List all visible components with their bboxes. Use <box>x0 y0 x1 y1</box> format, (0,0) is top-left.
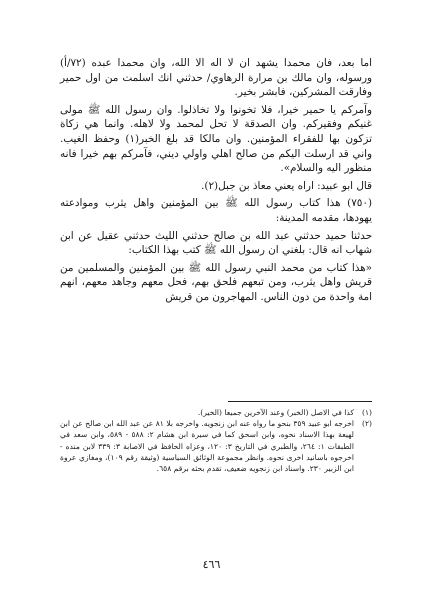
paragraph-abu-ubaid-comment: قال ابو عبيد: اراه يعني معاذ بن جبل(٢). <box>201 179 372 192</box>
footnote-text: كذا في الاصل (الخبر) وعند الآخرين جميعا (الخير). <box>197 408 354 417</box>
footnotes <box>60 407 372 474</box>
footnote <box>60 407 372 418</box>
page-number: ٤٦٦ <box>202 558 221 571</box>
paragraph-section-heading: (٧٥٠) هذا كتاب رسول الله ﷺ بين المؤمنين واهل يثرب وموادعته يهودها، مقدمه المدينة: <box>60 197 372 224</box>
paragraph-letter-opening: اما بعد، فان محمدا يشهد ان لا اله الا الله، وان محمدا عبده (٧٢/أ) ورسوله، وان مالك بن مرارة الرهاوي/ حدثني انك اسلمت من اول حمير وفارقت المشركين، فابشر بخير. <box>60 57 372 99</box>
paragraph-isnad: حدثنا حميد حدثني عبد الله بن صالح حدثني الليث حدثني عقيل عن ابن شهاب انه قال: بلغني ان رسول الله ﷺ كتب بهذا الكتاب: <box>60 229 372 257</box>
footnote <box>60 418 372 474</box>
footnote-number: (٢) <box>361 419 372 429</box>
paragraph-document-text: «هذا كتاب من محمد النبي رسول الله ﷺ بين المؤمنين والمسلمين من قريش واهل يثرب، ومن تبعهم فلحق بهم، فحل معهم وجاهد معهم، انهم امة واحدة من دون الناس. المهاجرون من قريش <box>60 261 372 303</box>
footnote-number: (١) <box>361 408 372 417</box>
main-text <box>60 56 372 308</box>
footnote-text: اخرجه ابو عبيد ٣٥٩ بنحو ما رواه عنه ابن زنجويه. واخرجه بلا ٨١ عن عبد الله ابن صالح عن ابن لهيعة بهذا الاسناد نحوه، وابن اسحق كما في سيرة ابن هشام ٢: ٥٨٨ - ٥٨٩، وابن سعد في الطبقات ١: ٢٦٤، والطبري في التاريخ ٣: ١٢٠، وعزاه الحافظ في الاصابة ٣: ٣٣٩ لابن منده - اخرجوه باسانيد اخرى نحوه. وانظر مجموعة الوثائق السياسية (وثيقة رقم ١٠٩)، ومغازي عروة ابن الزبير ٢٣٠. واسناد ابن زنجويه ضعيف، تقدم بحثه برقم ٦٥٨. <box>60 419 355 474</box>
paragraph-letter-instructions: وآمركم يا حمير خيرا، فلا تخونوا ولا تخاذلوا. وان رسول الله ﷺ مولى غنيكم وفقيركم. وان الصدقة لا تحل لمحمد ولا لاهله. وانما هي زكاة تزكون بها للفقراء المؤمنين. وان مالكا قد بلغ الخبر(١) وحفظ الغيب. واني قد ارسلت اليكم من صالح اهلي واولي ديني، فآمركم بهم خيرا فانه منظور اليه والسلام». <box>60 103 372 175</box>
footnote-divider <box>228 401 372 402</box>
